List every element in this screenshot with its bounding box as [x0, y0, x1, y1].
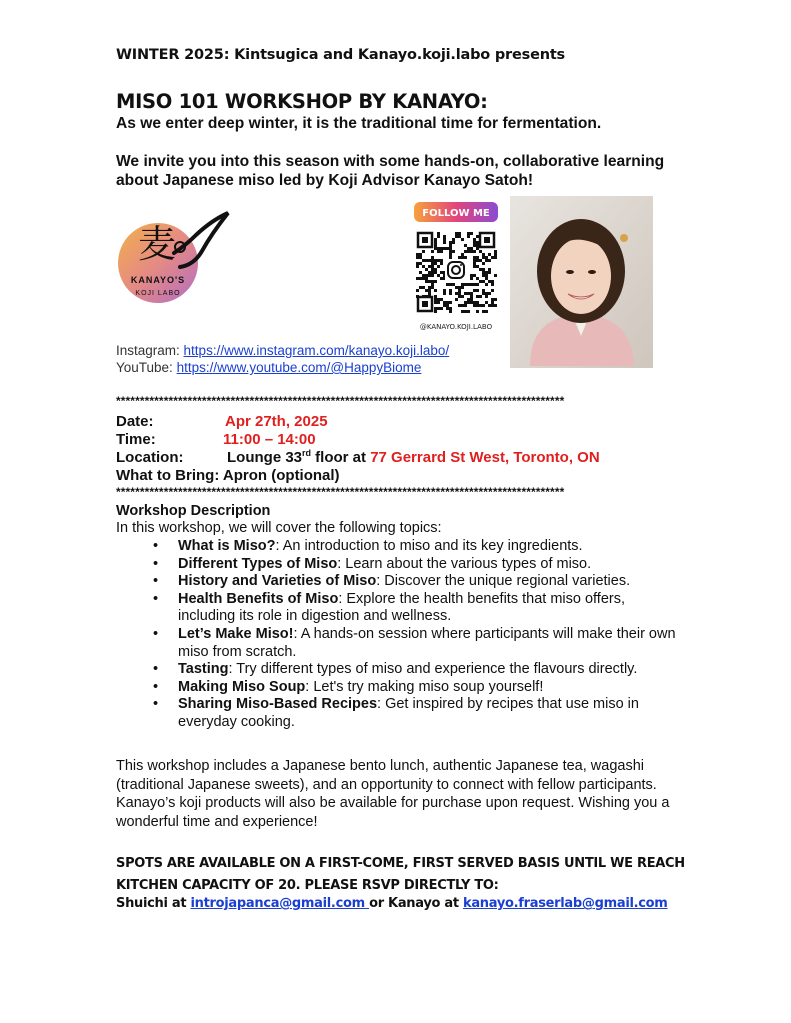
qr-module	[440, 298, 443, 301]
location-row	[116, 448, 600, 467]
kanayo-portrait-photo	[510, 196, 653, 368]
qr-module	[443, 292, 446, 295]
presenter-line: WINTER 2025: Kintsugica and Kanayo.koji.labo presents	[116, 47, 565, 63]
date-value: Apr 27th, 2025	[225, 413, 328, 430]
qr-module	[491, 298, 494, 301]
qr-module	[473, 274, 476, 277]
qr-module	[467, 247, 470, 250]
qr-module	[470, 292, 473, 295]
rsvp-notice: SPOTS ARE AVAILABLE ON A FIRST-COME, FIRST SERVED BASIS UNTIL WE REACH KITCHEN CAPACITY OF 20. PLEASE RSVP DIRECTLY TO:	[116, 856, 685, 893]
list-item: • Let’s Make Miso!: A hands-on session where participants will make their own miso from scratch.	[153, 625, 676, 660]
qr-module	[482, 256, 485, 259]
qr-module	[494, 274, 497, 277]
logo-text-1: KANAYO'S	[130, 275, 186, 285]
qr-module	[488, 253, 491, 256]
qr-module	[476, 241, 479, 244]
qr-module	[437, 301, 440, 304]
qr-module	[485, 301, 488, 304]
list-item: • What is Miso?: An introduction to miso and its key ingredients.	[153, 538, 583, 554]
qr-module	[416, 289, 419, 292]
qr-module	[461, 310, 464, 313]
qr-module	[488, 292, 491, 295]
qr-module	[452, 241, 455, 244]
qr-module	[479, 295, 482, 298]
qr-module	[428, 265, 431, 268]
youtube-label: YouTube:	[116, 360, 173, 375]
qr-module	[443, 241, 446, 244]
qr-module	[416, 253, 419, 256]
qr-module	[476, 244, 479, 247]
qr-module	[479, 280, 482, 283]
bullet: •	[153, 678, 159, 695]
location-value	[227, 449, 600, 467]
closing-paragraph: This workshop includes a Japanese bento lunch, authentic Japanese tea, wagashi (traditional Japanese sweets), and an opportunity to connect with fellow participants. Kanayo’s koji products will also be available for purchase upon request. Wishing you a wonderful time and experience!	[116, 758, 670, 830]
qr-module	[437, 298, 440, 301]
qr-module	[473, 244, 476, 247]
bullet: •	[153, 573, 159, 590]
qr-module	[482, 274, 485, 277]
qr-module	[482, 271, 485, 274]
qr-module	[449, 250, 452, 253]
shuichi-prefix: Shuichi at	[116, 896, 191, 911]
qr-module	[431, 265, 434, 268]
time-value: 11:00 – 14:00	[223, 431, 316, 448]
qr-module	[464, 310, 467, 313]
qr-module	[488, 268, 491, 271]
qr-module	[449, 244, 452, 247]
qr-module	[437, 307, 440, 310]
shuichi-email-link[interactable]: introjapanca@gmail.com	[190, 896, 370, 911]
time-row	[116, 431, 340, 449]
qr-module	[464, 256, 467, 259]
qr-module	[431, 283, 434, 286]
qr-module	[440, 247, 443, 250]
qr-module	[434, 289, 437, 292]
qr-module	[422, 274, 425, 277]
qr-handle: @KANAYO.KOJI.LABO	[419, 323, 493, 331]
qr-module	[470, 295, 473, 298]
qr-module	[470, 277, 473, 280]
qr-module	[422, 259, 425, 262]
list-item: • Different Types of Miso: Learn about the various types of miso.	[153, 555, 592, 572]
qr-module	[434, 310, 437, 313]
qr-module	[494, 298, 497, 301]
qr-module	[473, 256, 476, 259]
bullet: •	[153, 661, 159, 678]
qr-module	[461, 286, 464, 289]
qr-module	[473, 289, 476, 292]
qr-module	[437, 247, 440, 250]
qr-module	[491, 301, 494, 304]
qr-module	[422, 277, 425, 280]
qr-module	[467, 301, 470, 304]
qr-module	[425, 274, 428, 277]
bullet: •	[153, 696, 159, 713]
qr-module	[416, 256, 419, 259]
qr-module	[446, 301, 449, 304]
qr-module	[461, 295, 464, 298]
qr-module	[416, 277, 419, 280]
list-item: • Health Benefits of Miso: Explore the health benefits that miso offers, including its role in digestion and wellness.	[153, 590, 626, 625]
social-links	[116, 342, 449, 376]
qr-module	[437, 259, 440, 262]
qr-module	[491, 283, 494, 286]
qr-module	[482, 253, 485, 256]
qr-module	[467, 298, 470, 301]
youtube-link-row	[116, 359, 449, 376]
qr-module	[470, 298, 473, 301]
list-item: • Tasting: Try different types of miso and experience the flavours directly.	[153, 661, 638, 678]
qr-module	[446, 283, 449, 286]
qr-module	[458, 304, 461, 307]
qr-module	[449, 292, 452, 295]
qr-module	[482, 310, 485, 313]
qr-module	[485, 259, 488, 262]
qr-module	[470, 283, 473, 286]
qr-module	[434, 301, 437, 304]
qr-module	[482, 262, 485, 265]
intro-line-2a: We invite you into this season with some hands-on, collaborative learning	[116, 153, 665, 170]
qr-module	[458, 286, 461, 289]
qr-module	[494, 253, 497, 256]
instagram-label: Instagram:	[116, 343, 180, 358]
qr-module	[455, 232, 458, 235]
qr-module	[425, 280, 428, 283]
qr-module	[440, 250, 443, 253]
qr-module	[437, 232, 440, 235]
qr-module	[458, 232, 461, 235]
qr-module	[482, 280, 485, 283]
qr-module	[485, 310, 488, 313]
qr-module	[476, 289, 479, 292]
qr-module	[491, 289, 494, 292]
qr-module	[434, 298, 437, 301]
list-item: • Making Miso Soup: Let's try making miso soup yourself!	[153, 678, 544, 695]
qr-module	[431, 271, 434, 274]
qr-module	[476, 277, 479, 280]
qr-module	[422, 250, 425, 253]
qr-module	[473, 238, 476, 241]
qr-module	[425, 277, 428, 280]
location-label: Location:	[116, 449, 184, 466]
qr-module	[449, 283, 452, 286]
qr-module	[473, 265, 476, 268]
qr-module	[437, 235, 440, 238]
qr-module	[431, 274, 434, 277]
qr-module	[443, 247, 446, 250]
qr-module	[461, 256, 464, 259]
bring-row: What to Bring: Apron (optional)	[116, 467, 340, 484]
qr-module	[476, 304, 479, 307]
qr-module	[485, 277, 488, 280]
qr-module	[461, 304, 464, 307]
qr-module	[419, 277, 422, 280]
qr-module	[467, 232, 470, 235]
qr-module	[488, 259, 491, 262]
qr-module	[458, 235, 461, 238]
qr-module	[419, 286, 422, 289]
qr-module	[479, 268, 482, 271]
qr-module	[455, 235, 458, 238]
qr-module	[467, 250, 470, 253]
qr-module	[428, 292, 431, 295]
qr-module	[488, 271, 491, 274]
qr-module	[473, 262, 476, 265]
qr-module	[434, 262, 437, 265]
qr-module	[476, 235, 479, 238]
location-sup: rd	[302, 448, 312, 458]
qr-module	[440, 262, 443, 265]
qr-module	[485, 271, 488, 274]
qr-module	[476, 256, 479, 259]
rsvp-contacts	[116, 896, 668, 911]
qr-module	[476, 265, 479, 268]
qr-module	[431, 268, 434, 271]
qr-module	[461, 283, 464, 286]
qr-module	[488, 280, 491, 283]
qr-module	[425, 268, 428, 271]
qr-module	[428, 274, 431, 277]
instagram-link-row	[116, 342, 449, 359]
qr-module	[446, 304, 449, 307]
qr-module	[482, 304, 485, 307]
qr-module	[431, 280, 434, 283]
qr-module	[431, 256, 434, 259]
qr-module	[422, 286, 425, 289]
qr-module	[470, 250, 473, 253]
date-row	[116, 413, 340, 431]
qr-module	[437, 250, 440, 253]
qr-module	[485, 274, 488, 277]
qr-module	[434, 259, 437, 262]
qr-module	[467, 283, 470, 286]
qr-module	[449, 253, 452, 256]
qr-module	[476, 259, 479, 262]
qr-module	[434, 295, 437, 298]
qr-module	[452, 250, 455, 253]
qr-module	[476, 310, 479, 313]
qr-module	[464, 250, 467, 253]
qr-module	[467, 292, 470, 295]
time-label: Time:	[116, 431, 156, 448]
qr-module	[494, 304, 497, 307]
qr-module	[446, 247, 449, 250]
separator-bottom: **********************************************************************************************	[116, 486, 565, 498]
qr-module	[491, 280, 494, 283]
qr-module	[431, 262, 434, 265]
qr-module	[428, 286, 431, 289]
qr-module	[416, 265, 419, 268]
qr-module	[476, 295, 479, 298]
qr-module	[428, 280, 431, 283]
qr-module	[470, 247, 473, 250]
qr-module	[494, 256, 497, 259]
qr-module	[464, 283, 467, 286]
qr-module	[449, 307, 452, 310]
qr-module	[434, 280, 437, 283]
qr-module	[473, 283, 476, 286]
qr-module	[455, 286, 458, 289]
page-title: MISO 101 WORKSHOP BY KANAYO:	[116, 90, 488, 113]
qr-module	[482, 292, 485, 295]
date-label: Date:	[116, 413, 154, 430]
qr-module	[449, 256, 452, 259]
qr-module	[464, 244, 467, 247]
qr-module	[470, 232, 473, 235]
qr-module	[473, 301, 476, 304]
qr-module	[449, 241, 452, 244]
qr-module	[443, 238, 446, 241]
qr-module	[491, 256, 494, 259]
qr-module	[455, 292, 458, 295]
qr-module	[443, 235, 446, 238]
qr-module	[443, 301, 446, 304]
instagram-qr-block	[414, 202, 498, 332]
qr-module	[428, 271, 431, 274]
qr-module	[476, 283, 479, 286]
qr-module	[434, 268, 437, 271]
qr-module	[491, 304, 494, 307]
qr-module	[425, 259, 428, 262]
bullet: •	[153, 555, 159, 572]
list-item: • Sharing Miso-Based Recipes: Get inspired by recipes that use miso in everyday cooking.	[153, 696, 639, 730]
follow-me-badge: FOLLOW ME	[422, 208, 490, 219]
qr-module	[473, 250, 476, 253]
qr-module	[470, 274, 473, 277]
qr-module	[485, 292, 488, 295]
qr-module	[467, 235, 470, 238]
workshop-description-title: Workshop Description	[116, 503, 271, 519]
logo-text-2: KOJI LABO	[135, 290, 181, 297]
qr-module	[431, 259, 434, 262]
qr-module	[494, 250, 497, 253]
list-item: • History and Varieties of Miso: Discover the unique regional varieties.	[153, 573, 631, 590]
qr-module	[443, 289, 446, 292]
qr-module	[434, 244, 437, 247]
qr-module	[482, 268, 485, 271]
qr-module	[458, 295, 461, 298]
qr-module	[437, 265, 440, 268]
qr-module	[419, 262, 422, 265]
qr-module	[473, 241, 476, 244]
kanayo-prefix: or Kanayo at	[369, 896, 463, 911]
location-venue: Lounge 33	[227, 449, 303, 466]
instagram-link[interactable]: https://www.instagram.com/kanayo.koji.labo/	[183, 343, 450, 358]
qr-module	[473, 304, 476, 307]
qr-module	[434, 238, 437, 241]
qr-module	[443, 304, 446, 307]
qr-module	[434, 271, 437, 274]
qr-module	[485, 295, 488, 298]
qr-module	[470, 301, 473, 304]
qr-module	[419, 253, 422, 256]
qr-module	[446, 307, 449, 310]
qr-module	[440, 277, 443, 280]
qr-module	[461, 238, 464, 241]
qr-module	[458, 292, 461, 295]
qr-module	[428, 259, 431, 262]
qr-module	[437, 274, 440, 277]
qr-module	[479, 250, 482, 253]
event-details	[116, 413, 600, 485]
qr-module	[464, 304, 467, 307]
bullet: •	[153, 538, 159, 554]
qr-module	[425, 289, 428, 292]
separator-top: **********************************************************************************************	[116, 395, 565, 407]
qr-module	[449, 289, 452, 292]
qr-module	[452, 283, 455, 286]
qr-module	[434, 241, 437, 244]
qr-module	[476, 301, 479, 304]
workshop-intro: In this workshop, we will cover the following topics:	[116, 520, 442, 536]
qr-module	[449, 247, 452, 250]
qr-module	[449, 310, 452, 313]
qr-module	[428, 289, 431, 292]
qr-module	[467, 310, 470, 313]
qr-module	[485, 283, 488, 286]
qr-module	[440, 271, 443, 274]
qr-module	[449, 301, 452, 304]
intro-paragraph	[116, 152, 664, 190]
qr-module	[434, 307, 437, 310]
kanayo-email-link[interactable]: kanayo.fraserlab@gmail.com	[462, 896, 668, 911]
youtube-link[interactable]: https://www.youtube.com/@HappyBiome	[176, 360, 422, 375]
qr-module	[488, 304, 491, 307]
qr-module	[473, 259, 476, 262]
qr-module	[419, 256, 422, 259]
qr-module	[479, 304, 482, 307]
kanayo-koji-labo-logo	[116, 205, 232, 317]
qr-module	[461, 253, 464, 256]
bullet: •	[153, 625, 159, 642]
qr-module	[485, 256, 488, 259]
qr-module	[434, 247, 437, 250]
qr-module	[455, 298, 458, 301]
intro-line-1: As we enter deep winter, it is the traditional time for fermentation.	[116, 115, 602, 132]
qr-module	[452, 238, 455, 241]
qr-module	[431, 250, 434, 253]
qr-module	[419, 271, 422, 274]
qr-module	[464, 292, 467, 295]
qr-module	[431, 286, 434, 289]
qr-module	[416, 262, 419, 265]
qr-module	[464, 301, 467, 304]
logo-glyph: 麦	[138, 222, 177, 266]
qr-module	[458, 256, 461, 259]
location-mid: floor at	[311, 449, 371, 466]
qr-module	[458, 289, 461, 292]
qr-module	[482, 289, 485, 292]
qr-module	[479, 259, 482, 262]
qr-module	[476, 247, 479, 250]
topics-list	[116, 538, 678, 732]
qr-module	[422, 265, 425, 268]
qr-module	[440, 307, 443, 310]
location-address: 77 Gerrard St West, Toronto, ON	[370, 449, 600, 466]
intro-line-2b: about Japanese miso led by Koji Advisor Kanayo Satoh!	[116, 172, 534, 189]
qr-module	[440, 259, 443, 262]
bullet: •	[153, 590, 159, 607]
